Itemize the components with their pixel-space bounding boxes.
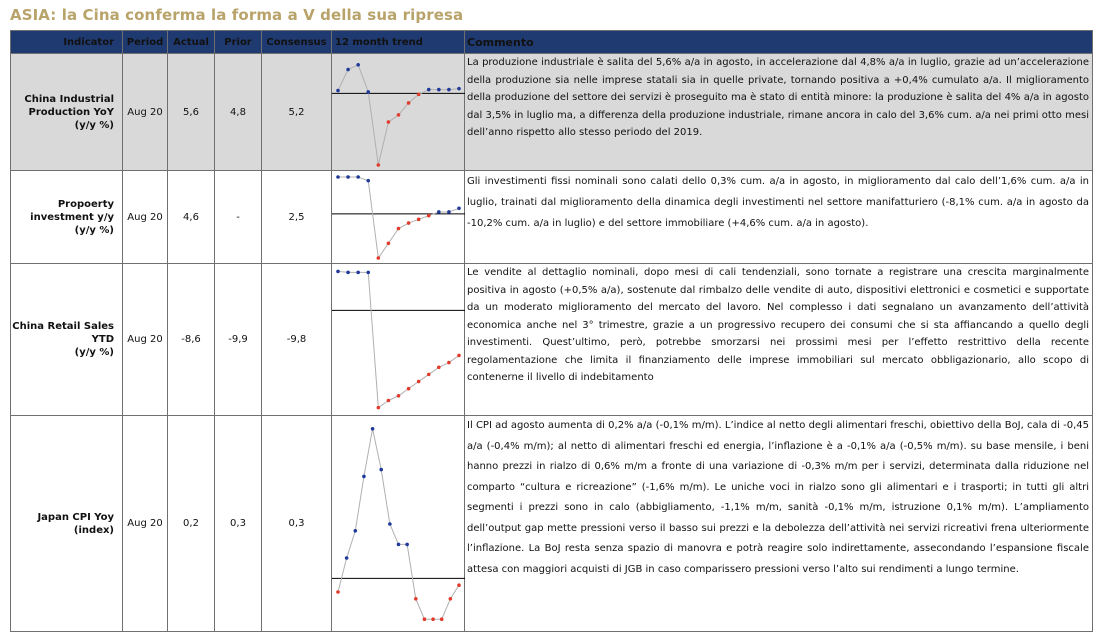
actual-cell: 4,6 xyxy=(168,171,215,264)
trend-chart-cell xyxy=(332,171,465,264)
data-point xyxy=(437,88,441,92)
data-point xyxy=(447,210,451,214)
data-point xyxy=(417,380,421,384)
trend-sparkline xyxy=(332,416,465,632)
data-point xyxy=(427,373,431,377)
data-point xyxy=(457,87,461,91)
data-point xyxy=(377,256,381,260)
data-point xyxy=(377,163,381,167)
data-point xyxy=(440,617,444,621)
data-point xyxy=(407,221,411,225)
page-title: ASIA: la Cina conferma la forma a V della sua ripresa xyxy=(10,6,464,24)
header-indicator: Indicator xyxy=(11,31,123,54)
data-point xyxy=(387,241,391,245)
series-line xyxy=(338,271,459,407)
data-point xyxy=(387,120,391,124)
consensus-cell: 2,5 xyxy=(262,171,332,264)
data-point xyxy=(345,556,349,560)
data-point xyxy=(387,399,391,403)
period-cell: Aug 20 xyxy=(123,171,168,264)
indicator-name xyxy=(11,416,123,632)
comment-text: Il CPI ad agosto aumenta di 0,2% a/a (-0,1% m/m). L’indice al netto degli alimentari freschi, obiettivo della BoJ, cala di -0,45 a/a (-0,4% m/m); al netto di alimentari freschi ed energia, l’inflazione è a -0,1% a/a (-0,5% m/m). su base mensile, i beni hanno prezzi in rialzo di 0,6% m/m a fronte di una variazione di -0,3% m/m per i servizi, determinata dalla riduzione nel comparto “cultura e ricreazione” (-1,6% m/m). Le uniche voci in rialzo sono gli alimentari e i trasporti; in tutti gli altri segmenti i prezzi sono in calo (abbigliamento, -1,1% m/m, sanità -0,1% m/m, istruzione 0,1% m/m). L’ampliamento dell’output gap mette pressioni verso il basso sui prezzi e la debolezza dell’attività nei servizi ricreativi frena ulteriormente l’inflazione. La BoJ resta senza spazio di manovra e potrà reagire solo indirettamente, assecondando l’espansione fiscale attesa con maggiori acquisti di JGB in caso comparissero pressioni verso l’alto sui rendimenti a lungo termine. xyxy=(465,416,1093,632)
data-point xyxy=(366,90,370,94)
data-point xyxy=(457,206,461,210)
data-point xyxy=(414,597,418,601)
data-point xyxy=(427,214,431,218)
indicator-line: Japan CPI Yoy xyxy=(37,511,114,523)
data-point xyxy=(447,88,451,92)
prior-cell: 0,3 xyxy=(215,416,262,632)
indicator-name xyxy=(11,54,123,171)
data-point xyxy=(336,590,340,594)
data-point xyxy=(423,617,427,621)
consensus-cell: -9,8 xyxy=(262,264,332,416)
period-cell: Aug 20 xyxy=(123,54,168,171)
trend-sparkline xyxy=(332,54,465,171)
data-point xyxy=(405,543,409,547)
data-point xyxy=(431,617,435,621)
trend-chart-cell xyxy=(332,264,465,416)
series-line xyxy=(338,177,459,258)
actual-cell: -8,6 xyxy=(168,264,215,416)
indicator-line: China Retail Sales xyxy=(12,321,114,332)
period-cell: Aug 20 xyxy=(123,264,168,416)
table-row xyxy=(11,171,1093,264)
data-point xyxy=(356,63,360,67)
data-point xyxy=(407,101,411,105)
data-point xyxy=(346,271,350,275)
data-point xyxy=(397,113,401,117)
indicator-line: China Industrial xyxy=(24,93,114,105)
data-point xyxy=(353,529,357,533)
header-consensus: Consensus xyxy=(262,31,332,54)
header-actual: Actual xyxy=(168,31,215,54)
indicator-line: (index) xyxy=(73,524,114,536)
comment-text: La produzione industriale è salita del 5,6% a/a in agosto, in accelerazione dal 4,8% a/a in luglio, grazie ad un’accelerazione della produzione sia nelle imprese statali sia in quelle private, tornando positiva a +0,4% cumulato a/a. Il miglioramento della produzione del settore dei servizi è proseguito ma è stato di entità minore: la produzione è salita del 4% a/a in agosto dal 3,5% in luglio ma, a differenza della produzione industriale, rimane ancora in calo del 3,6% cum. a/a nei primi otto mesi dell’anno rispetto allo stesso periodo del 2019. xyxy=(465,54,1093,171)
table-row xyxy=(11,54,1093,171)
data-point xyxy=(336,175,340,179)
data-point xyxy=(437,210,441,214)
indicator-name xyxy=(11,264,123,416)
data-point xyxy=(437,365,441,369)
indicator-name xyxy=(11,171,123,264)
consensus-cell: 0,3 xyxy=(262,416,332,632)
data-point xyxy=(457,354,461,358)
actual-cell: 5,6 xyxy=(168,54,215,171)
data-point xyxy=(427,88,431,92)
trend-chart-cell xyxy=(332,54,465,171)
data-point xyxy=(336,270,340,274)
table-row xyxy=(11,416,1093,632)
data-point xyxy=(397,543,401,547)
data-point xyxy=(449,597,453,601)
prior-cell: -9,9 xyxy=(215,264,262,416)
actual-cell: 0,2 xyxy=(168,416,215,632)
prior-cell: 4,8 xyxy=(215,54,262,171)
indicator-line: Production YoY xyxy=(28,106,114,118)
period-cell: Aug 20 xyxy=(123,416,168,632)
data-point xyxy=(366,271,370,275)
data-point xyxy=(377,406,381,410)
data-point xyxy=(379,468,383,472)
data-point xyxy=(397,394,401,398)
trend-sparkline xyxy=(332,264,465,416)
data-point xyxy=(362,475,366,479)
table-row xyxy=(11,264,1093,416)
data-point xyxy=(346,68,350,72)
comment-text: Gli investimenti fissi nominali sono calati dello 0,3% cum. a/a in agosto, in miglioramento dal calo dell’1,6% cum. a/a in luglio, trainati dal miglioramento della dinamica degli investimenti nel settore manifatturiero (-8,1% cum. a/a in agosto da -10,2% cum. a/a in luglio) e del settore immobiliare (+4,6% cum. a/a in agosto). xyxy=(465,171,1093,264)
trend-chart-cell xyxy=(332,416,465,632)
data-point xyxy=(417,93,421,97)
data-point xyxy=(356,271,360,275)
header-prior: Prior xyxy=(215,31,262,54)
trend-sparkline xyxy=(332,171,465,264)
data-point xyxy=(371,427,375,431)
data-point xyxy=(457,583,461,587)
data-point xyxy=(366,179,370,183)
series-line xyxy=(338,429,459,619)
header-period: Period xyxy=(123,31,168,54)
header-trend: 12 month trend xyxy=(332,31,465,54)
data-point xyxy=(356,175,360,179)
prior-cell: - xyxy=(215,171,262,264)
data-point xyxy=(417,218,421,222)
indicator-line: Propoerty xyxy=(57,198,114,210)
data-point xyxy=(407,387,411,391)
data-point xyxy=(336,89,340,93)
header-comment: Commento xyxy=(465,31,1093,54)
data-point xyxy=(447,361,451,365)
indicator-line: investment y/y xyxy=(30,211,114,223)
indicator-line: YTD xyxy=(91,334,114,345)
data-point xyxy=(346,175,350,179)
indicator-line: (y/y %) xyxy=(74,347,114,358)
indicators-table xyxy=(10,30,1093,632)
indicator-line: (y/y %) xyxy=(74,119,114,131)
comment-text: Le vendite al dettaglio nominali, dopo mesi di cali tendenziali, sono tornate a registrare una crescita marginalmente positiva in agosto (+0,5% a/a), sostenute dal rimbalzo delle vendite di auto, dispositivi elettronici e cosmetici e supportate da un moderato miglioramento del mercato del lavoro. Nel complesso i dati segnalano un avanzamento dell’attività economica anche nel 3° trimestre, grazie a un progressivo recupero dei consumi che si sta affiancando a quello degli investimenti. Quest’ultimo, però, potrebbe smorzarsi nei prossimi mesi per l’effetto restrittivo della recente regolamentazione che limita il finanziamento delle imprese immobiliari sul mercato obbligazionario, allo scopo di contenerne il livello di indebitamento xyxy=(465,264,1093,416)
header-row xyxy=(11,31,1093,54)
data-point xyxy=(388,522,392,526)
data-point xyxy=(397,227,401,231)
indicator-line: (y/y %) xyxy=(74,224,114,236)
consensus-cell: 5,2 xyxy=(262,54,332,171)
